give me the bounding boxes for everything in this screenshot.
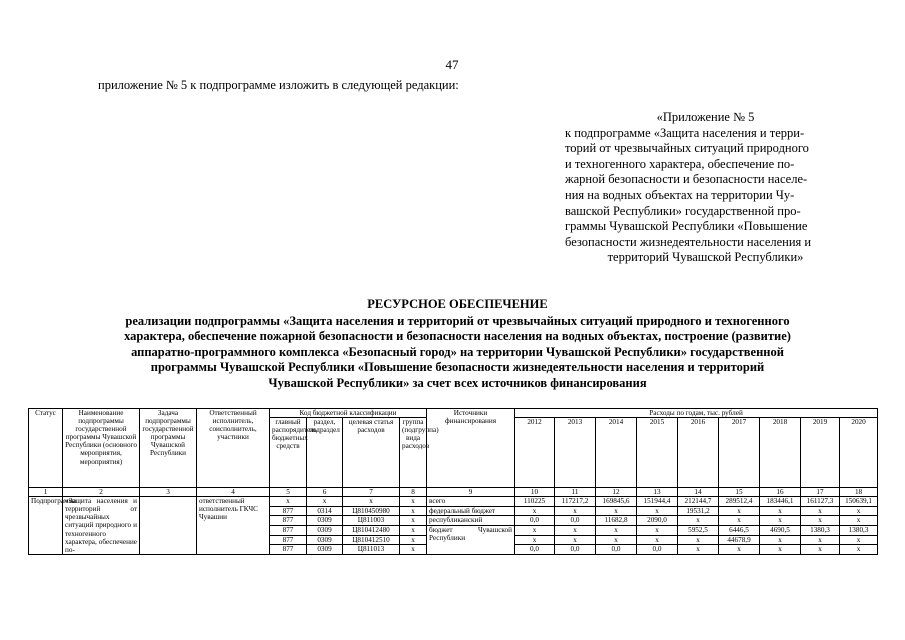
column-number: 4	[197, 488, 270, 497]
status-cell: Подпрограмма	[29, 497, 63, 555]
value-cell: 289512,4	[719, 497, 760, 507]
source-cell: республиканский	[427, 516, 515, 526]
value-cell: 0,0	[515, 545, 555, 555]
group-cell: x	[400, 525, 427, 535]
value-cell: x	[596, 506, 637, 516]
header-row	[29, 409, 878, 418]
target-cell: Ц810412480	[343, 525, 400, 535]
column-number: 18	[840, 488, 878, 497]
appendix-line: ния на водных объектах на территории Чу-	[565, 187, 795, 202]
value-cell: x	[801, 506, 840, 516]
resource-table	[28, 408, 878, 555]
value-cell: 0,0	[596, 545, 637, 555]
value-cell: 0,0	[555, 545, 596, 555]
column-number: 7	[343, 488, 400, 497]
header-section: раздел, подраздел	[307, 418, 343, 488]
value-cell: 5952,5	[678, 525, 719, 535]
group-cell: x	[400, 545, 427, 555]
target-cell: Ц811013	[343, 545, 400, 555]
header-budget-code: Код бюджетной классификации	[270, 409, 427, 418]
heading-line: характера, обеспечение пожарной безопасности и безопасности населения на водных объектах, построение (развитие)	[124, 329, 791, 343]
header-executor: Ответственный исполнитель, соисполнитель, участники	[197, 409, 270, 488]
grbs-cell: x	[270, 497, 307, 507]
header-year: 2013	[555, 418, 596, 488]
value-cell: x	[840, 535, 878, 545]
column-number: 1	[29, 488, 63, 497]
heading-line: Чувашской Республики» за счет всех источников финансирования	[268, 375, 647, 390]
header-status: Статус	[29, 409, 63, 488]
value-cell: x	[678, 516, 719, 526]
grbs-cell: 877	[270, 525, 307, 535]
value-cell: x	[760, 506, 801, 516]
page-number: 47	[445, 57, 459, 72]
value-cell: 44678,9	[719, 535, 760, 545]
section-cell: 0314	[307, 506, 343, 516]
header-group: группа (подгруппа) вида расходов	[400, 418, 427, 488]
grbs-cell: 877	[270, 506, 307, 516]
value-cell: x	[515, 535, 555, 545]
column-number: 11	[555, 488, 596, 497]
header-grbs: главный распорядитель бюджетных средств	[270, 418, 307, 488]
header-year: 2019	[801, 418, 840, 488]
value-cell: x	[719, 506, 760, 516]
value-cell: 117217,2	[555, 497, 596, 507]
column-number: 8	[400, 488, 427, 497]
value-cell: x	[719, 545, 760, 555]
value-cell: 212144,7	[678, 497, 719, 507]
column-number: 2	[63, 488, 140, 497]
value-cell: x	[801, 535, 840, 545]
value-cell: 0,0	[515, 516, 555, 526]
header-target: целевая статья расходов	[343, 418, 400, 488]
header-year: 2018	[760, 418, 801, 488]
grbs-cell: 877	[270, 535, 307, 545]
value-cell: x	[760, 516, 801, 526]
column-number: 17	[801, 488, 840, 497]
section-cell: 0309	[307, 516, 343, 526]
table-row	[29, 497, 878, 507]
value-cell: x	[801, 545, 840, 555]
section-cell: 0309	[307, 535, 343, 545]
source-cell: федеральный бюджет	[427, 506, 515, 516]
value-cell: x	[678, 535, 719, 545]
header-task: Задача подпрограммы государственной программы Чувашской Республики	[140, 409, 197, 488]
grbs-cell: 877	[270, 516, 307, 526]
group-cell: x	[400, 506, 427, 516]
source-cell: всего	[427, 497, 515, 507]
appendix-line: жарной безопасности и безопасности населе-	[565, 172, 808, 187]
value-cell: x	[840, 516, 878, 526]
value-cell: 161127,3	[801, 497, 840, 507]
source-cell: бюджет Чувашской Республики	[427, 525, 515, 554]
target-cell: Ц810412510	[343, 535, 400, 545]
value-cell: 169845,6	[596, 497, 637, 507]
heading-title: РЕСУРСНОЕ ОБЕСПЕЧЕНИЕ	[367, 297, 548, 311]
column-number: 6	[307, 488, 343, 497]
appendix-line: граммы Чувашской Республики «Повышение	[565, 219, 808, 234]
section-cell: 0309	[307, 545, 343, 555]
value-cell: 1380,3	[801, 525, 840, 535]
value-cell: 11682,8	[596, 516, 637, 526]
value-cell: x	[760, 545, 801, 555]
value-cell: 4690,5	[760, 525, 801, 535]
document-heading	[70, 297, 845, 391]
header-year: 2012	[515, 418, 555, 488]
column-number-row	[29, 488, 878, 497]
header-year: 2017	[719, 418, 760, 488]
value-cell: x	[555, 506, 596, 516]
header-year: 2014	[596, 418, 637, 488]
value-cell: x	[840, 506, 878, 516]
column-number: 15	[719, 488, 760, 497]
column-number: 14	[678, 488, 719, 497]
value-cell: 150639,1	[840, 497, 878, 507]
target-cell: Ц811003	[343, 516, 400, 526]
value-cell: x	[637, 506, 678, 516]
group-cell: x	[400, 497, 427, 507]
appendix-line: и техногенного характера, обеспечение по-	[565, 156, 795, 171]
value-cell: 1380,3	[840, 525, 878, 535]
value-cell: 0,0	[637, 545, 678, 555]
column-number: 9	[427, 488, 515, 497]
value-cell: 0,0	[555, 516, 596, 526]
column-number: 12	[596, 488, 637, 497]
column-number: 3	[140, 488, 197, 497]
heading-line: аппаратно-программного комплекса «Безопасный город» на территории Чувашской Республики» государственной	[131, 344, 784, 359]
appendix-line: торий от чрезвычайных ситуаций природного	[565, 141, 809, 156]
value-cell: 183446,1	[760, 497, 801, 507]
heading-line: реализации подпрограммы «Защита населения и территорий от чрезвычайных ситуаций природного и техногенного	[125, 313, 790, 328]
value-cell: x	[596, 535, 637, 545]
appendix-title: «Приложение № 5	[656, 110, 755, 124]
value-cell: 6446,5	[719, 525, 760, 535]
grbs-cell: 877	[270, 545, 307, 555]
value-cell: x	[596, 525, 637, 535]
name-cell: «Защита населения и территорий от чрезвычайных ситуаций природного и техногенного характера, обеспечение по-	[63, 497, 140, 555]
task-cell	[140, 497, 197, 555]
appendix-line: территорий Чувашской Республики»	[607, 250, 804, 265]
column-number: 16	[760, 488, 801, 497]
group-cell: x	[400, 535, 427, 545]
value-cell: x	[555, 535, 596, 545]
value-cell: x	[555, 525, 596, 535]
column-number: 10	[515, 488, 555, 497]
column-number: 5	[270, 488, 307, 497]
value-cell: 19531,2	[678, 506, 719, 516]
appendix-block	[565, 110, 846, 266]
executor-cell: ответственный исполнитель ГКЧС Чувашии	[197, 497, 270, 555]
value-cell: 2090,0	[637, 516, 678, 526]
value-cell: x	[801, 516, 840, 526]
header-year: 2020	[840, 418, 878, 488]
value-cell: x	[760, 535, 801, 545]
value-cell: x	[840, 545, 878, 555]
value-cell: x	[637, 535, 678, 545]
value-cell: x	[515, 506, 555, 516]
target-cell: Ц810450980	[343, 506, 400, 516]
value-cell: x	[719, 516, 760, 526]
value-cell: 151944,4	[637, 497, 678, 507]
appendix-line: к подпрограмме «Защита населения и терри-	[565, 125, 805, 140]
column-number: 13	[637, 488, 678, 497]
header-year: 2015	[637, 418, 678, 488]
header-expenses: Расходы по годам, тыс. рублей	[515, 409, 878, 418]
intro-text: приложение № 5 к подпрограмме изложить в следующей редакции:	[98, 78, 459, 92]
appendix-line: вашской Республики» государственной про-	[565, 203, 801, 218]
value-cell: x	[515, 525, 555, 535]
header-sources: Источники финансирования	[427, 409, 515, 488]
section-cell: x	[307, 497, 343, 507]
value-cell: x	[637, 525, 678, 535]
heading-line: программы Чувашской Республики «Повышение безопасности жизнедеятельности населения и территорий	[150, 360, 765, 374]
target-cell: x	[343, 497, 400, 507]
appendix-line: безопасности жизнедеятельности населения и	[565, 234, 812, 249]
header-name: Наименование подпрограммы государственной программы Чувашской Республики (основного мероприятия, мероприятия)	[63, 409, 140, 488]
value-cell: x	[678, 545, 719, 555]
value-cell: 110225	[515, 497, 555, 507]
group-cell: x	[400, 516, 427, 526]
section-cell: 0309	[307, 525, 343, 535]
header-year: 2016	[678, 418, 719, 488]
